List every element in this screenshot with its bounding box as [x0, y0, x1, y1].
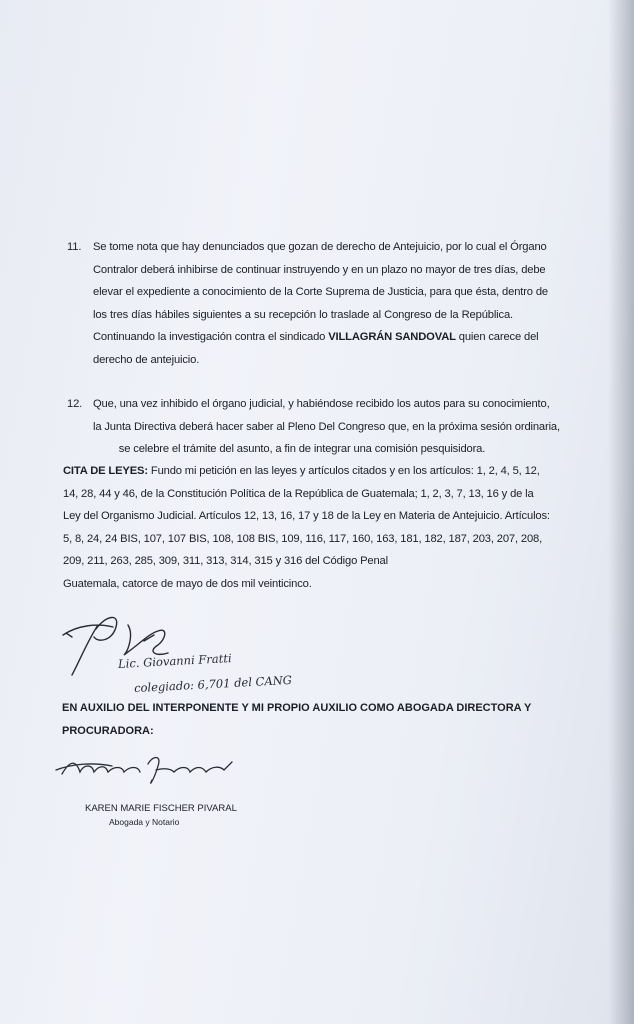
- text-line: la Junta Directiva deberá hacer saber al Pleno Del Congreso que, en la próxima sesión ordinaria,: [93, 420, 560, 433]
- text-line: elevar el expediente a conocimiento de la Corte Suprema de Justicia, para que ésta, dentro de: [93, 286, 548, 299]
- item-12: [67, 393, 560, 461]
- text-line: Ley del Organismo Judicial. Artículos 12, 13, 16, 17 y 18 de la Ley en Materia de Antejuicio. Artículos:: [63, 510, 550, 523]
- signature-1-name: Lic. Giovanni Fratti: [117, 651, 232, 671]
- signature-2-scribble: [52, 752, 242, 792]
- text-span: quien carece del: [455, 331, 539, 344]
- item-number: 11.: [67, 241, 82, 253]
- signature-2-title: Abogada y Notario: [109, 817, 180, 827]
- text-line: Contralor deberá inhibirse de continuar instruyendo y en un plazo no mayor de tres días, debe: [93, 263, 546, 276]
- cita-label: CITA DE LEYES:: [63, 465, 148, 477]
- text-line: 209, 211, 263, 285, 309, 311, 313, 314, 315 y 316 del Código Penal: [63, 555, 388, 568]
- text-span: Fundo mi petición en las leyes y artículos citados y en los artículos: 1, 2, 4, 5, 12,: [147, 465, 540, 477]
- auxilio-line-1: EN AUXILIO DEL INTERPONENTE Y MI PROPIO AUXILIO COMO ABOGADA DIRECTORA Y: [62, 702, 532, 714]
- text-line: se celebre el trámite del asunto, a fin de integrar una comisión pesquisidora.: [118, 443, 486, 456]
- signature-1-colegiado: colegiado: 6,701 del CANG: [133, 672, 293, 696]
- signature-2-name: KAREN MARIE FISCHER PIVARAL: [85, 803, 237, 814]
- item-number: 12.: [67, 398, 83, 410]
- text-line-with-bold: [93, 326, 539, 349]
- cita-de-leyes: [63, 460, 550, 596]
- text-line: derecho de antejuicio.: [93, 353, 200, 366]
- text-line: los tres días hábiles siguientes a su recepción lo traslade al Congreso de la República.: [93, 308, 513, 321]
- date-line: Guatemala, catorce de mayo de dos mil veinticinco.: [63, 577, 312, 590]
- text-line: Se tome nota que hay denunciados que gozan de derecho de Antejuicio, por lo cual el Órgano: [93, 241, 547, 253]
- text-line: 5, 8, 24, 24 BIS, 107, 107 BIS, 108, 108 BIS, 109, 116, 117, 160, 163, 181, 182, 187, 203, 207, 208,: [63, 532, 543, 545]
- text-line: Que, una vez inhibido el órgano judicial, y habiéndose recibido los autos para su conocimiento,: [93, 398, 550, 410]
- page-edge-shadow: [608, 0, 634, 1024]
- auxilio-line-2: PROCURADORA:: [62, 725, 154, 737]
- defendant-name: VILLAGRÁN SANDOVAL: [328, 331, 456, 344]
- signature-1-scribble: [58, 605, 198, 685]
- item-11: [67, 236, 548, 372]
- text-line-with-label: [63, 460, 540, 483]
- text-span: Continuando la investigación contra el sindicado: [93, 331, 329, 344]
- text-line: 14, 28, 44 y 46, de la Constitución Política de la República de Guatemala; 1, 2, 3, 7, 13, 16 y de la: [63, 487, 534, 500]
